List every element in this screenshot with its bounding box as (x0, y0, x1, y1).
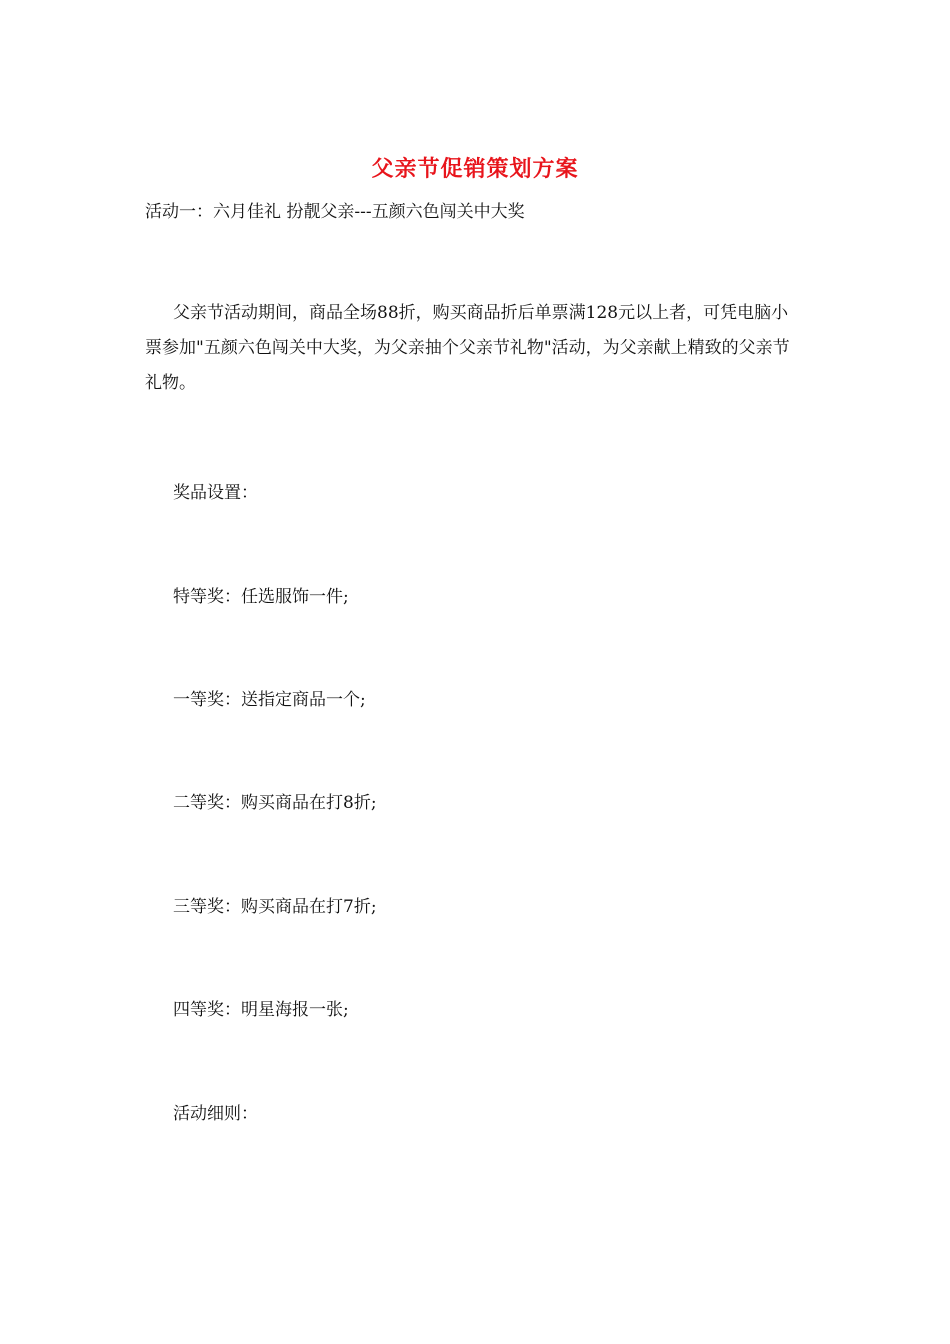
prize-item-second: 二等奖：购买商品在打8折; (173, 793, 377, 813)
prize-item-special: 特等奖：任选服饰一件; (173, 587, 349, 607)
prizes-heading: 奖品设置： (173, 483, 258, 503)
prize-item-first: 一等奖：送指定商品一个; (173, 690, 366, 710)
intro-paragraph: 父亲节活动期间，商品全场88折，购买商品折后单票满128元以上者，可凭电脑小票参加"五颜六色闯关中大奖，为父亲抽个父亲节礼物"活动，为父亲献上精致的父亲节礼物。 (145, 303, 790, 393)
details-heading: 活动细则： (173, 1104, 258, 1124)
activity-subtitle: 活动一：六月佳礼 扮靓父亲---五颜六色闯关中大奖 (145, 202, 525, 222)
prize-item-third: 三等奖：购买商品在打7折; (173, 897, 377, 917)
prize-item-fourth: 四等奖：明星海报一张; (173, 1000, 349, 1020)
document-title: 父亲节促销策划方案 (371, 156, 579, 182)
